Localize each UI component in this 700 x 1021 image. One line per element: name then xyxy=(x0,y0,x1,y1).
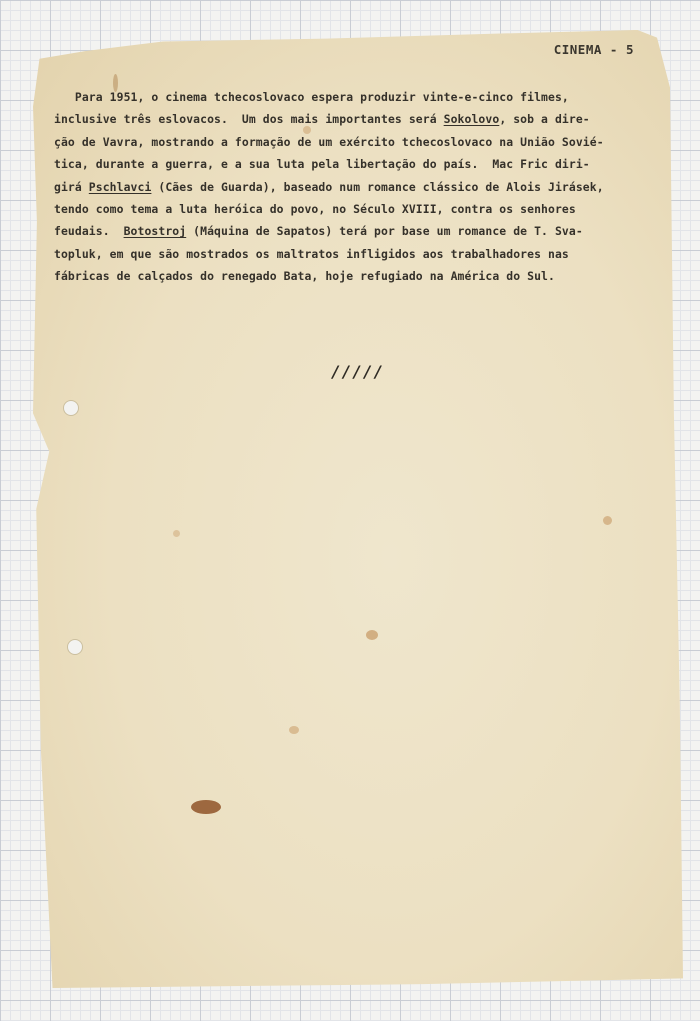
text-segment: ção de Vavra, mostrando a formação de um exército tchecoslovaco na União Sovié- xyxy=(54,134,604,149)
punch-hole xyxy=(63,400,79,416)
text-segment: girá xyxy=(54,179,89,194)
text-line xyxy=(54,220,662,242)
foxing-spot xyxy=(173,530,180,537)
text-line xyxy=(54,153,662,175)
text-segment: fábricas de calçados do renegado Bata, hoje refugiado na América do Sul. xyxy=(54,269,555,284)
typed-paragraph xyxy=(54,86,662,288)
underlined-title: Botostroj xyxy=(123,224,187,239)
text-line xyxy=(54,198,662,220)
foxing-spot xyxy=(289,726,299,734)
text-segment: (Cães de Guarda), baseado num romance clássico de Alois Jirásek, xyxy=(151,179,604,194)
text-line xyxy=(54,265,662,287)
text-segment: tendo como tema a luta heróica do povo, no Século XVIII, contra os senhores xyxy=(54,202,576,217)
text-line xyxy=(54,86,662,108)
text-segment: feudais. xyxy=(54,224,124,239)
text-segment: tica, durante a guerra, e a sua luta pela libertação do país. Mac Fric diri- xyxy=(54,157,590,172)
text-line xyxy=(54,108,662,130)
text-line xyxy=(54,131,662,153)
page-header: CINEMA - 5 xyxy=(553,42,634,57)
text-segment: Para 1951, o cinema tchecoslovaco espera produzir vinte-e-cinco filmes, xyxy=(54,90,569,104)
underlined-title: Pschlavci xyxy=(88,179,152,194)
text-segment: topluk, em que são mostrados os maltratos infligidos aos trabalhadores nas xyxy=(54,246,569,261)
text-segment: , sob a dire- xyxy=(499,112,590,127)
text-segment: inclusive três eslovacos. Um dos mais importantes será xyxy=(54,112,444,127)
text-line xyxy=(54,176,662,198)
foxing-spot xyxy=(366,630,378,640)
end-mark: ///// xyxy=(331,362,385,381)
underlined-title: Sokolovo xyxy=(443,112,500,127)
rust-stain xyxy=(191,800,221,814)
text-line xyxy=(54,243,662,265)
text-segment: (Máquina de Sapatos) terá por base um romance de T. Sva- xyxy=(186,224,583,239)
punch-hole xyxy=(67,639,83,655)
foxing-spot xyxy=(603,516,612,525)
